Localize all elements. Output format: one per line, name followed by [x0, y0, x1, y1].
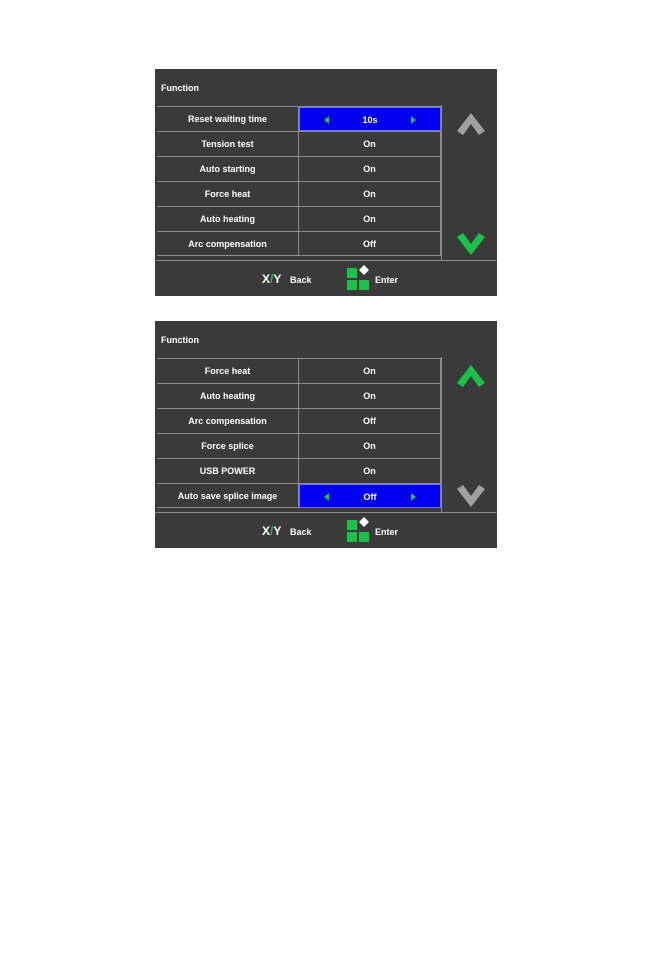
row-label: Arc compensation	[157, 409, 299, 433]
row-value: Off	[299, 232, 441, 256]
menu-row-reset-waiting-time[interactable]	[157, 106, 441, 131]
row-value: On	[299, 434, 441, 458]
row-label: Auto heating	[157, 384, 299, 408]
row-value-text: Off	[363, 492, 377, 502]
row-value-selected[interactable]	[299, 107, 441, 131]
screen-title: Function	[161, 83, 199, 93]
enter-key-icon[interactable]	[347, 265, 371, 291]
back-label: Back	[290, 527, 312, 537]
y-key: Y	[273, 272, 282, 286]
left-arrow-icon[interactable]	[324, 116, 329, 124]
menu-row-auto-heating[interactable]	[157, 206, 441, 231]
row-value: On	[299, 157, 441, 181]
scroll-panel	[441, 105, 497, 260]
row-label: Auto starting	[157, 157, 299, 181]
footer-bar	[155, 260, 497, 296]
xy-key-icon[interactable]	[262, 524, 281, 538]
row-value: Off	[299, 409, 441, 433]
menu-row-arc-compensation[interactable]	[157, 231, 441, 256]
menu-row-force-heat[interactable]	[157, 358, 441, 383]
menu-row-force-heat[interactable]	[157, 181, 441, 206]
xy-key-icon[interactable]	[262, 272, 281, 286]
screen-title: Function	[161, 335, 199, 345]
row-value: On	[299, 384, 441, 408]
left-arrow-icon[interactable]	[324, 493, 329, 501]
row-value: On	[299, 207, 441, 231]
row-value: On	[299, 182, 441, 206]
row-value-selected[interactable]	[299, 484, 441, 508]
row-value: On	[299, 359, 441, 383]
row-value-text: 10s	[362, 115, 378, 125]
row-label: USB POWER	[157, 459, 299, 483]
y-key: Y	[273, 524, 282, 538]
row-label: Arc compensation	[157, 232, 299, 256]
back-label: Back	[290, 275, 312, 285]
row-label: Force heat	[157, 182, 299, 206]
menu-row-tension-test[interactable]	[157, 131, 441, 156]
x-key: X	[262, 272, 271, 286]
x-key: X	[262, 524, 271, 538]
function-screen-1	[155, 69, 497, 296]
row-label: Force splice	[157, 434, 299, 458]
row-value: On	[299, 459, 441, 483]
chevron-down-icon[interactable]	[457, 485, 485, 507]
chevron-down-icon[interactable]	[457, 233, 485, 255]
key-slash: /	[270, 524, 274, 538]
footer-bar	[155, 512, 497, 548]
menu-row-usb-power[interactable]	[157, 458, 441, 483]
menu-row-auto-heating[interactable]	[157, 383, 441, 408]
row-label: Auto heating	[157, 207, 299, 231]
right-arrow-icon[interactable]	[411, 116, 416, 124]
row-label: Reset waiting time	[157, 107, 299, 131]
menu-row-force-splice[interactable]	[157, 433, 441, 458]
menu-row-auto-starting[interactable]	[157, 156, 441, 181]
row-label: Tension test	[157, 132, 299, 156]
menu-row-auto-save-splice-image[interactable]	[157, 483, 441, 508]
row-label: Auto save splice image	[157, 484, 299, 508]
enter-label: Enter	[375, 275, 399, 285]
chevron-up-icon[interactable]	[457, 365, 485, 387]
enter-label: Enter	[375, 527, 399, 537]
function-screen-2	[155, 321, 497, 548]
row-label: Force heat	[157, 359, 299, 383]
enter-key-icon[interactable]	[347, 517, 371, 543]
key-slash: /	[270, 272, 274, 286]
function-menu	[155, 357, 441, 512]
chevron-up-icon[interactable]	[457, 113, 485, 135]
scroll-panel	[441, 357, 497, 512]
menu-row-arc-compensation[interactable]	[157, 408, 441, 433]
right-arrow-icon[interactable]	[411, 493, 416, 501]
function-menu	[155, 105, 441, 260]
row-value: On	[299, 132, 441, 156]
